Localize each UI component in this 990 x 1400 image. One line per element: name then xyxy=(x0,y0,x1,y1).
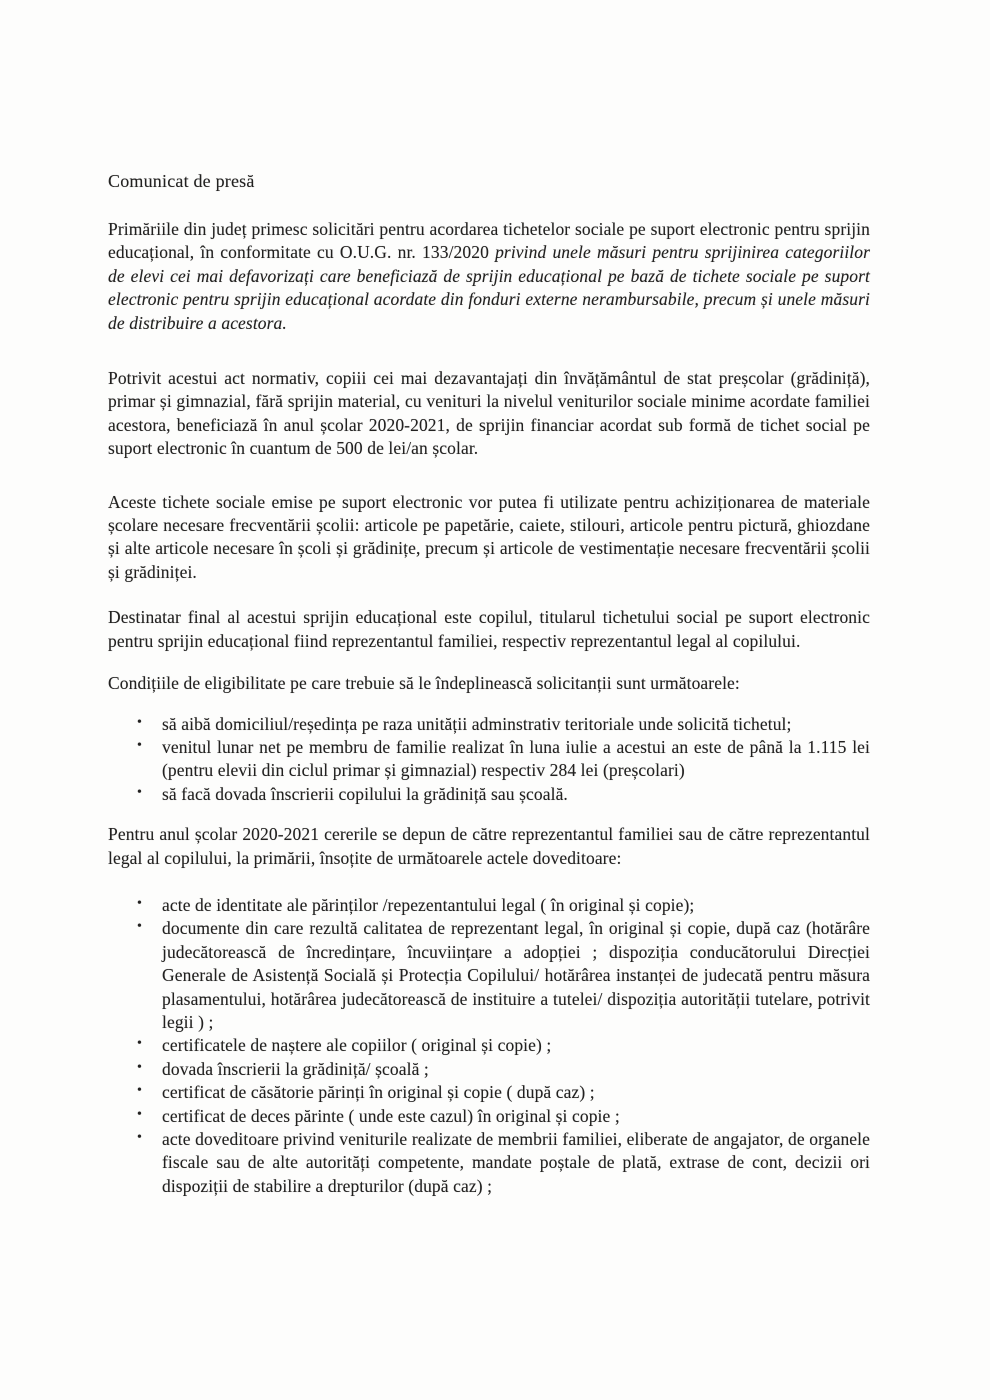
list-item xyxy=(137,1081,870,1104)
bullet-icon: • xyxy=(137,784,143,800)
law-title-italic: privind unele măsuri pentru sprijinirea categoriilor de elevi cei mai defavorizați care beneficiază de sprijin educațional pe bază de tichete sociale pe suport electronic pentru sprijin educațional acordate din fonduri externe nerambursabile, precum și unele măsuri de distribuire a acestora. xyxy=(108,242,871,333)
list-item-text: acte de identitate ale părinților /repezentantului legal ( în original și copie); xyxy=(162,894,695,915)
bullet-icon: • xyxy=(137,1036,143,1052)
paragraph-usage: Aceste tichete sociale emise pe suport electronic vor putea fi utilizate pentru achiziționarea de materiale școlare necesare frecventării școlii: articole pe papetărie, caiete, stilouri, articole pentru pictură, ghiozdane și alte articole necesare în școli și grădinițe, precum și articole de vestimentație necesare frecventării școlii și grădiniței. xyxy=(108,491,870,582)
bullet-icon: • xyxy=(137,737,143,753)
paragraph-application-intro: Pentru anul școlar 2020-2021 cererile se depun de către reprezentantul familiei sau de către reprezentantul legal al copilului, la primării, însoțite de următoarele actele doveditoare: xyxy=(108,824,870,868)
list-item-text: dovada înscrierii la grădiniță/ școală ; xyxy=(162,1058,429,1079)
list-item-text: să aibă domiciliul/reședința pe raza unității adminstrativ teritoriale unde solicită tichetul; xyxy=(162,713,792,734)
bullet-icon: • xyxy=(137,1083,143,1099)
paragraph-eligibility-intro: Condițiile de eligibilitate pe care trebuie să le îndeplinească solicitanții sunt următoarele: xyxy=(108,673,740,694)
list-item xyxy=(137,917,870,1034)
list-item-text: să facă dovada înscrierii copilului la grădiniță sau școală. xyxy=(162,783,568,804)
list-item-text: venitul lunar net pe membru de familie realizat în luna iulie a acestui an este de până la 1.115 lei (pentru elevii din ciclul primar și gimnazial) respectiv 284 lei (preșcolari) xyxy=(162,736,870,781)
list-item xyxy=(137,894,870,917)
list-item-text: acte doveditoare privind veniturile realizate de membrii familiei, eliberate de angajator, de organele fiscale sau de alte autorități competente, mandate poștale de plată, extrase de cont, decizii ori dispoziții de stabilire a drepturilor (după caz) ; xyxy=(162,1129,870,1196)
list-item xyxy=(137,1128,870,1198)
paragraph-beneficiaries: Potrivit acestui act normativ, copiii cei mai dezavantajați din învățământul de stat preșcolar (grădiniță), primar și gimnazial, fără sprijin material, cu venituri la nivelul veniturilor sociale minime acordate familiei acestora, beneficiază în anul școlar 2020-2021, de sprijin financiar acordat sub formă de tichet social pe suport electronic în cuantum de 500 de lei/an școlar. xyxy=(108,368,870,459)
bullet-icon: • xyxy=(137,919,143,935)
eligibility-list xyxy=(108,713,870,807)
list-item xyxy=(137,1105,870,1128)
bullet-icon: • xyxy=(137,1106,143,1122)
document-title: Comunicat de presă xyxy=(108,171,255,191)
intro-normal-text: Primăriile din județ primesc solicitări pentru acordarea tichetelor sociale pe suport electronic pentru sprijin educațional, în conformitate cu O.U.G. nr. 133/2020 xyxy=(108,219,870,263)
list-item-text: certificatele de naștere ale copiilor ( original și copie) ; xyxy=(162,1035,552,1056)
bullet-icon: • xyxy=(137,895,143,911)
list-item xyxy=(137,1058,870,1081)
list-item-text: documente din care rezultă calitatea de reprezentant legal, în original și copie, după caz (hotărâre judecătorească de încredințare, încuviințare a adopției ; dispoziția conducătorului Direcției Generale de Asistență Socială și Protecția Copilului/ hotărârea instanței de judecată pentru măsura plasamentului, hotărârea judecătorească de instituire a tutelei/ dispoziția autorității tutelare, potrivit legii ) ; xyxy=(162,918,870,1032)
bullet-icon: • xyxy=(137,714,143,730)
list-item-text: certificat de căsătorie părinți în original și copie ( după caz) ; xyxy=(162,1082,595,1103)
list-item xyxy=(137,736,870,783)
bullet-icon: • xyxy=(137,1130,143,1145)
paragraph-recipient: Destinatar final al acestui sprijin educațional este copilul, titularul tichetului social pe suport electronic pentru sprijin educațional fiind reprezentantul familiei, respectiv reprezentantul legal al copilului. xyxy=(108,607,870,651)
paragraph-intro xyxy=(108,218,870,335)
list-item xyxy=(137,713,870,736)
list-item xyxy=(137,783,870,806)
list-item-text: certificat de deces părinte ( unde este cazul) în original și copie ; xyxy=(162,1105,620,1126)
list-item xyxy=(137,1034,870,1057)
documents-list xyxy=(108,894,870,1198)
bullet-icon: • xyxy=(137,1059,143,1075)
